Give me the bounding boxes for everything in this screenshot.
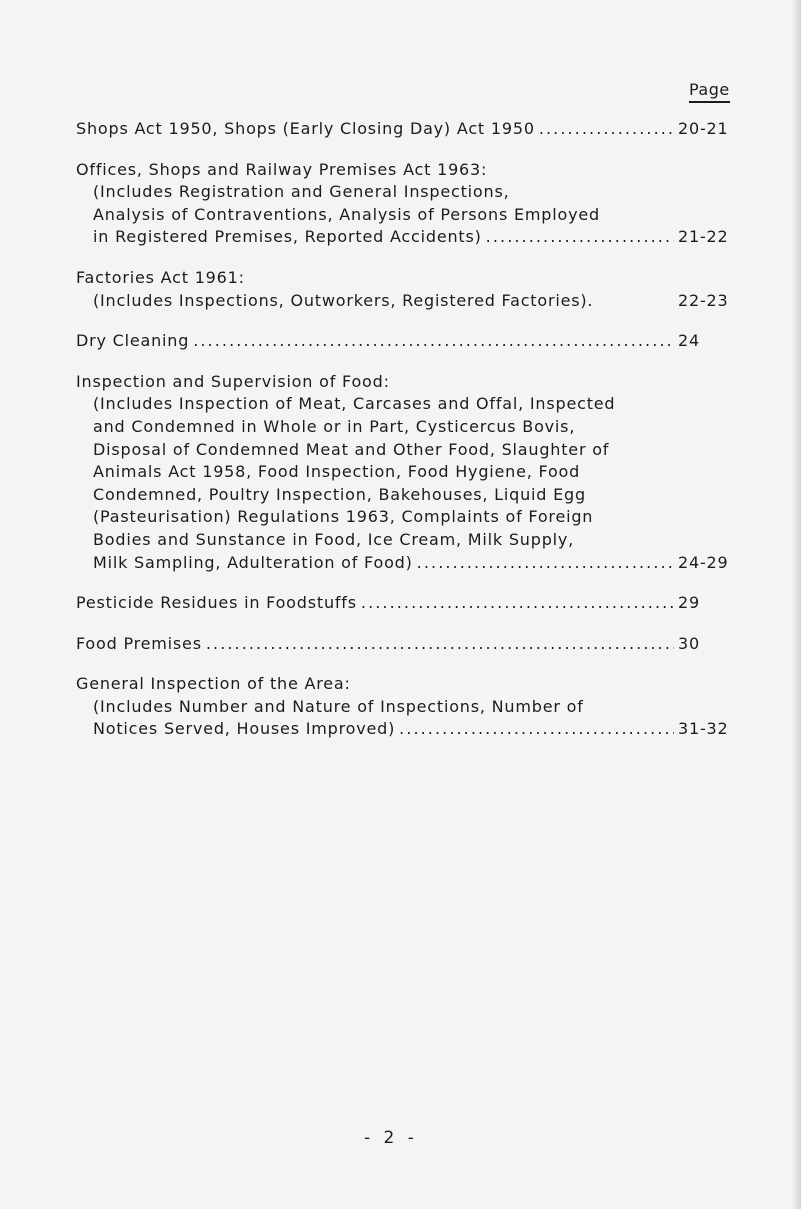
dot-leader [417,552,674,575]
toc-page-ref: 31-32 [678,719,729,739]
toc-entry-text: in Registered Premises, Reported Accidents) [93,227,482,247]
dot-leader [486,226,674,249]
page-number: - 2 - [364,1128,418,1148]
dot-leader [361,592,674,615]
toc-entry-text: Food Premises [76,633,202,653]
toc-line [76,673,740,696]
toc-entry-text: Offices, Shops and Railway Premises Act 1963: [76,159,488,179]
toc-line [76,718,740,741]
toc-entry [76,330,740,353]
toc-entry-text: General Inspection of the Area: [76,674,351,694]
toc-page-ref: 20-21 [678,119,729,138]
toc-entry-text: Milk Sampling, Adulteration of Food) [93,552,413,572]
toc-entry [76,159,740,249]
toc-line [76,461,740,484]
toc-entry-text: Condemned, Poultry Inspection, Bakehouses, Liquid Egg [93,484,586,504]
toc-line [76,204,740,227]
toc-line [76,371,740,394]
toc-line [76,529,740,552]
toc-line [76,290,740,313]
dot-leader [206,633,674,656]
toc-entry-text: Shops Act 1950, Shops (Early Closing Day) Act 1950 [76,119,535,138]
toc-entry [76,633,740,656]
toc-line [76,552,740,575]
toc-entry [76,267,740,312]
toc-entry [76,371,740,574]
toc-line [76,633,740,656]
toc-line [76,484,740,507]
page-edge-shadow [791,0,801,1209]
toc-entry-text: Factories Act 1961: [76,267,245,287]
toc-entry-text: (Pasteurisation) Regulations 1963, Complaints of Foreign [93,507,594,527]
toc-page-ref: 21-22 [678,227,729,247]
dot-leader [399,718,674,741]
toc-entry-text: (Includes Registration and General Inspections, [93,182,510,202]
toc-line [76,118,740,141]
toc-line [76,506,740,529]
toc-entry [76,673,740,741]
toc-line [76,439,740,462]
toc-entry-text: (Includes Inspections, Outworkers, Registered Factories). [93,290,594,310]
toc-entry-text: (Includes Inspection of Meat, Carcases and Offal, Inspected [93,394,616,414]
toc-page-ref: 24-29 [678,552,729,572]
toc-line [76,696,740,719]
toc-entry-text: Notices Served, Houses Improved) [93,719,396,739]
toc-entry-text: and Condemned in Whole or in Part, Cysticercus Bovis, [93,416,576,436]
toc-entry-text: Dry Cleaning [76,331,190,351]
toc-line [76,267,740,290]
toc-line [76,181,740,204]
toc-page-ref: 29 [678,593,700,613]
toc-entry-text: Disposal of Condemned Meat and Other Food, Slaughter of [93,439,610,459]
toc-line [76,226,740,249]
toc-entry [76,118,740,141]
dot-leader [539,118,674,141]
toc-page-ref: 30 [678,633,700,653]
toc-entry [76,592,740,615]
dot-leader [193,330,674,353]
toc-line [76,416,740,439]
toc-entry-text: Analysis of Contraventions, Analysis of Persons Employed [93,204,600,224]
toc-page-ref: 24 [678,331,700,351]
table-of-contents [76,118,740,759]
toc-line [76,592,740,615]
toc-line [76,330,740,353]
toc-entry-text: Animals Act 1958, Food Inspection, Food Hygiene, Food [93,462,581,482]
toc-line [76,159,740,182]
toc-entry-text: Bodies and Sunstance in Food, Ice Cream, Milk Supply, [93,529,575,549]
toc-page-ref: 22-23 [678,290,729,310]
page-column-header: Page [689,80,730,103]
toc-entry-text: Inspection and Supervision of Food: [76,371,390,391]
toc-line [76,393,740,416]
toc-entry-text: (Includes Number and Nature of Inspections, Number of [93,696,584,716]
toc-entry-text: Pesticide Residues in Foodstuffs [76,593,357,613]
